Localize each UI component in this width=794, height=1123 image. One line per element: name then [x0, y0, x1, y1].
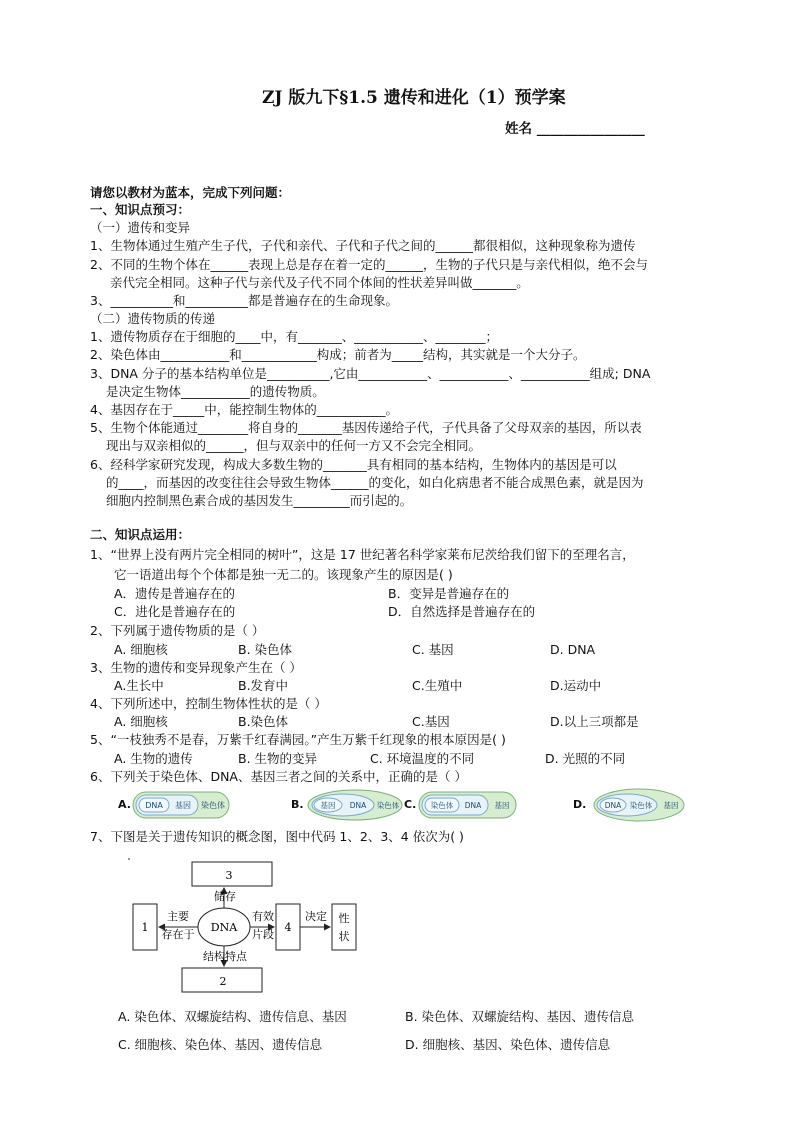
question-text: 它一语道出每个个体都是独一无二的。该现象产生的原因是( ) [114, 567, 453, 582]
question-text: 4、下列所述中，控制生物体性状的是（ ） [90, 696, 327, 711]
option-b: B. 生物的变异 [238, 751, 318, 766]
question-text: 亲代完全相同。这种子代与亲代及子代不同个体间的性状差异叫做_______。 [110, 275, 529, 290]
store-label: 储存 [214, 890, 236, 903]
question-text: 的____，而基因的改变往往会导致生物体______的变化，如白化病患者不能合成黑色素，就是因为 [106, 475, 644, 490]
option-c-letter: C. [404, 798, 417, 811]
box-4-label: 4 [284, 921, 292, 934]
option-c: C.生殖中 [412, 678, 463, 693]
question-text: 5、“一枝独秀不是春，万紫千红春满园。”产生万紫千红现象的根本原因是( ) [90, 732, 506, 747]
label-dna: DNA [349, 801, 367, 810]
question-text: 5、生物个体能通过________将自身的_______基因传递给子代，子代具备了父母双亲的基因，所以表 [90, 420, 642, 435]
option-a: A. 染色体、双螺旋结构、遗传信息、基因 [118, 1009, 347, 1024]
option-c-diagram [418, 790, 518, 820]
option-d: D. 光照的不同 [545, 751, 626, 766]
question-text: 2、下列属于遗传物质的是（ ） [90, 623, 265, 638]
question-text: 1、“世界上没有两片完全相同的树叶”，这是 17 世纪著名科学家莱布尼茨给我们留下的至理名言， [90, 547, 635, 562]
option-d: D. 细胞核、基因、染色体、遗传信息 [405, 1037, 611, 1052]
option-d-letter: D. [573, 798, 587, 811]
subsection-heading: （一）遗传和变异 [90, 220, 191, 235]
option-a-diagram [132, 790, 232, 820]
label-chromosome: 染色体 [629, 801, 653, 810]
label-chromosome: 染色体 [201, 801, 225, 810]
subsection-heading: （二）遗传物质的传递 [90, 311, 216, 326]
option-d: D. DNA [550, 642, 596, 657]
option-b: B.发育中 [238, 678, 289, 693]
question-text: 细胞内控制黑色素合成的基因发生_________而引起的。 [106, 493, 413, 508]
label-chromosome: 染色体 [376, 801, 400, 810]
question-text: 1、生物体通过生殖产生子代，子代和亲代、子代和子代之间的______都很相似，这种现象称为遗传 [90, 238, 636, 253]
dna-center-label: DNA [210, 921, 238, 934]
option-a-letter: A. [118, 798, 131, 811]
trait-label-2: 状 [338, 930, 350, 943]
option-d: D．自然选择是普遍存在的 [388, 604, 536, 619]
option-b-letter: B. [291, 798, 304, 811]
question-text: 3、生物的遗传和变异现象产生在（ ） [90, 660, 302, 675]
option-c: C. 细胞核、染色体、基因、遗传信息 [118, 1037, 323, 1052]
instructions: 请您以教材为蓝本，完成下列问题： [90, 185, 291, 200]
exist-in-label: 存在于 [161, 928, 195, 941]
name-field-label: 姓名 ________________ [505, 121, 645, 137]
question-text: 2、染色体由___________和____________构成；前者为_____结构，其实就是一个大分子。 [90, 347, 586, 362]
box-1-label: 1 [141, 921, 149, 934]
structure-label: 结构特点 [203, 950, 247, 963]
option-c: C. 基因 [412, 642, 454, 657]
option-b: B. 染色体、双螺旋结构、基因、遗传信息 [405, 1009, 635, 1024]
question-text: 7、下图是关于遗传知识的概念图，图中代码 1、2、3、4 依次为( ) [90, 829, 464, 844]
label-gene: 基因 [175, 801, 191, 810]
effective-label: 有效 [252, 910, 274, 923]
main-label: 主要 [167, 910, 189, 923]
question-text: 1、遗传物质存在于细胞的____中，有_______、___________、________； [90, 329, 498, 344]
label-dna: DNA [145, 801, 163, 810]
question-text: 6、经科学家研究发现，构成大多数生物的_______具有相同的基本结构，生物体内的基因是可以 [90, 457, 617, 472]
concept-map [125, 852, 365, 994]
label-dna: DNA [604, 801, 622, 810]
option-a: A. 细胞核 [114, 642, 168, 657]
label-gene: 基因 [663, 801, 679, 810]
question-text: 6、下列关于染色体、DNA、基因三者之间的关系中，正确的是（ ） [90, 769, 467, 784]
option-c: C．进化是普遍存在的 [114, 604, 236, 619]
option-a: A. 生物的遗传 [114, 751, 193, 766]
question-text: 是决定生物体___________的遗传物质。 [106, 384, 325, 399]
section-heading-1: 一、知识点预习： [90, 202, 191, 217]
question-text: 3、__________和__________都是普遍存在的生命现象。 [90, 293, 398, 308]
segment-label: 片段 [252, 928, 274, 941]
option-b-diagram [306, 788, 404, 822]
label-dna: DNA [464, 801, 482, 810]
question-text: 3、DNA 分子的基本结构单位是__________,它由___________、___________、___________组成; DNA [90, 366, 651, 381]
option-b: B.染色体 [238, 714, 289, 729]
option-a: A. 细胞核 [114, 714, 168, 729]
box-2-label: 2 [219, 975, 227, 988]
option-d-diagram [592, 787, 686, 823]
option-a: A．遗传是普遍存在的 [114, 586, 236, 601]
option-c: C. 环境温度的不同 [370, 751, 475, 766]
label-chromosome: 染色体 [430, 801, 454, 810]
option-b: B. 染色体 [238, 642, 293, 657]
box-3-label: 3 [225, 869, 233, 882]
question-text: 现出与双亲相似的______，但与双亲中的任何一方又不会完全相同。 [106, 438, 482, 453]
option-a: A.生长中 [114, 678, 164, 693]
option-d: D.以上三项都是 [550, 714, 639, 729]
label-gene: 基因 [320, 801, 336, 810]
question-text: 2、不同的生物个体在______表现上总是存在着一定的______，生物的子代只是与亲代相似，绝不会与 [90, 257, 648, 272]
option-d: D.运动中 [550, 678, 602, 693]
page-title: ZJ 版九下§1.5 遗传和进化（1）预学案 [262, 88, 566, 108]
option-b: B．变异是普遍存在的 [388, 586, 510, 601]
decide-label: 决定 [305, 910, 327, 923]
section-heading-2: 二、知识点运用： [90, 527, 191, 542]
question-text: 4、基因存在于_____中，能控制生物体的___________。 [90, 402, 398, 417]
label-gene: 基因 [494, 801, 510, 810]
option-c: C.基因 [412, 714, 450, 729]
trait-label-1: 性 [338, 912, 350, 925]
